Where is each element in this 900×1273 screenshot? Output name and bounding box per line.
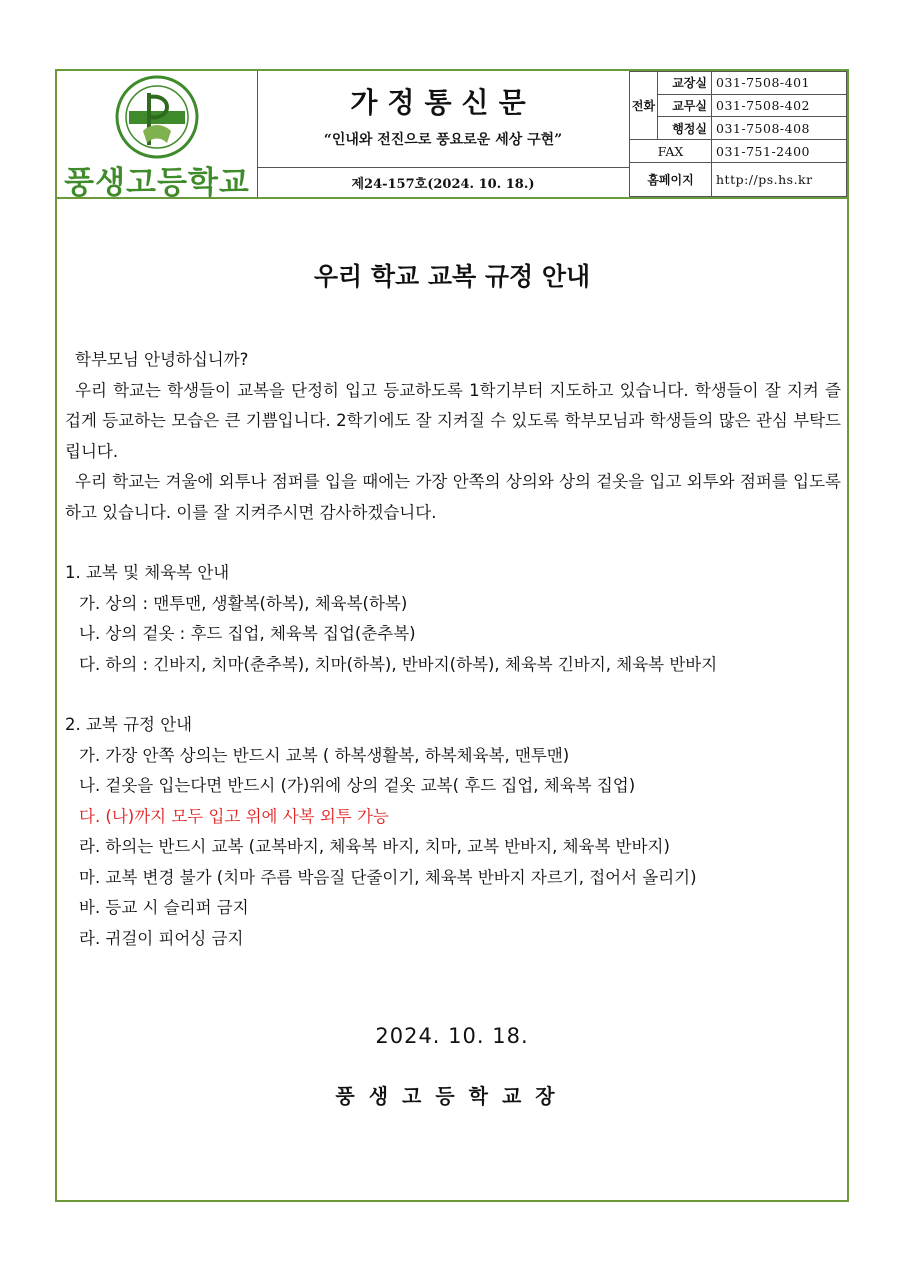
document-frame — [55, 69, 849, 1202]
contact-number: 031-7508-408 — [712, 117, 847, 140]
fax-number: 031-751-2400 — [712, 140, 847, 163]
fax-label: FAX — [630, 140, 712, 163]
letterhead — [57, 71, 847, 199]
contact-label: 교무실 — [658, 94, 712, 117]
list-item: 바. 등교 시 슬리퍼 금지 — [79, 898, 249, 917]
contact-table — [629, 71, 847, 197]
issue-number: 제24-157호(2024. 10. 18.) — [351, 177, 535, 192]
issue-cell — [257, 167, 630, 197]
title-cell — [257, 71, 630, 168]
list-item: 나. 겉옷을 입는다면 반드시 (가)위에 상의 겉옷 교복( 후드 집업, 체육복 집업) — [79, 776, 636, 795]
paragraph: 우리 학교는 겨울에 외투나 점퍼를 입을 때에는 가장 안쪽의 상의와 상의 겉옷을 입고 외투와 점퍼를 입도록 하고 있습니다. 이를 잘 지켜주시면 감사하겠습니다. — [65, 472, 841, 522]
letter-body — [65, 345, 841, 954]
list-item: 라. 귀걸이 피어싱 금지 — [79, 928, 244, 948]
list-item: 다. 하의 : 긴바지, 치마(춘추복), 치마(하복), 반바지(하복), 체육복 긴바지, 체육복 반바지 — [79, 654, 718, 674]
principal-signature: 풍생고등학교장 — [335, 1084, 569, 1108]
paragraph: 우리 학교는 학생들이 교복을 단정히 입고 등교하도록 1학기부터 지도하고 있습니다. 학생들이 잘 지켜 즐겁게 등교하는 모습은 큰 기쁨입니다. 2학기에도 잘 지켜질 수 있도록 학부모님과 학생들의 많은 관심 부탁드립니다. — [65, 380, 841, 461]
contact-label: 행정실 — [658, 117, 712, 140]
newsletter-title: 가정통신문 — [350, 86, 536, 119]
list-item-highlighted: 다. (나)까지 모두 입고 위에 사복 외투 가능 — [79, 806, 389, 826]
list-item: 가. 상의 : 맨투맨, 생활복(하복), 체육복(하복) — [79, 593, 408, 613]
school-motto: “인내와 전진으로 풍요로운 세상 구현” — [323, 132, 563, 148]
list-item: 마. 교복 변경 불가 (치마 주름 박음질 단줄이기, 체육복 반바지 자르기, 접어서 올리기) — [79, 867, 697, 887]
list-item: 나. 상의 겉옷 : 후드 집업, 체육복 집업(춘추복) — [79, 624, 416, 643]
section-heading: 2. 교복 규정 안내 — [65, 715, 193, 734]
contact-number: 031-7508-402 — [712, 94, 847, 117]
greeting: 학부모님 안녕하십니까? — [75, 350, 249, 369]
list-item: 가. 가장 안쪽 상의는 반드시 교복 ( 하복생활복, 하복체육복, 맨투맨) — [79, 745, 570, 765]
school-name-logo: 풍생고등학교 — [64, 165, 250, 201]
school-logo-cell — [57, 71, 258, 201]
issue-date: 2024. 10. 18. — [375, 1024, 529, 1048]
homepage-label: 홈페이지 — [630, 162, 712, 196]
section-heading: 1. 교복 및 체육복 안내 — [65, 563, 230, 582]
homepage-link[interactable]: http://ps.hs.kr — [712, 162, 847, 196]
document-title: 우리 학교 교복 규정 안내 — [313, 262, 591, 291]
phone-label: 전화 — [630, 72, 658, 140]
contact-number: 031-7508-401 — [712, 72, 847, 95]
list-item: 라. 하의는 반드시 교복 (교복바지, 체육복 바지, 치마, 교복 반바지, 체육복 반바지) — [79, 837, 670, 856]
contact-label: 교장실 — [658, 72, 712, 95]
school-emblem-icon — [115, 75, 199, 159]
